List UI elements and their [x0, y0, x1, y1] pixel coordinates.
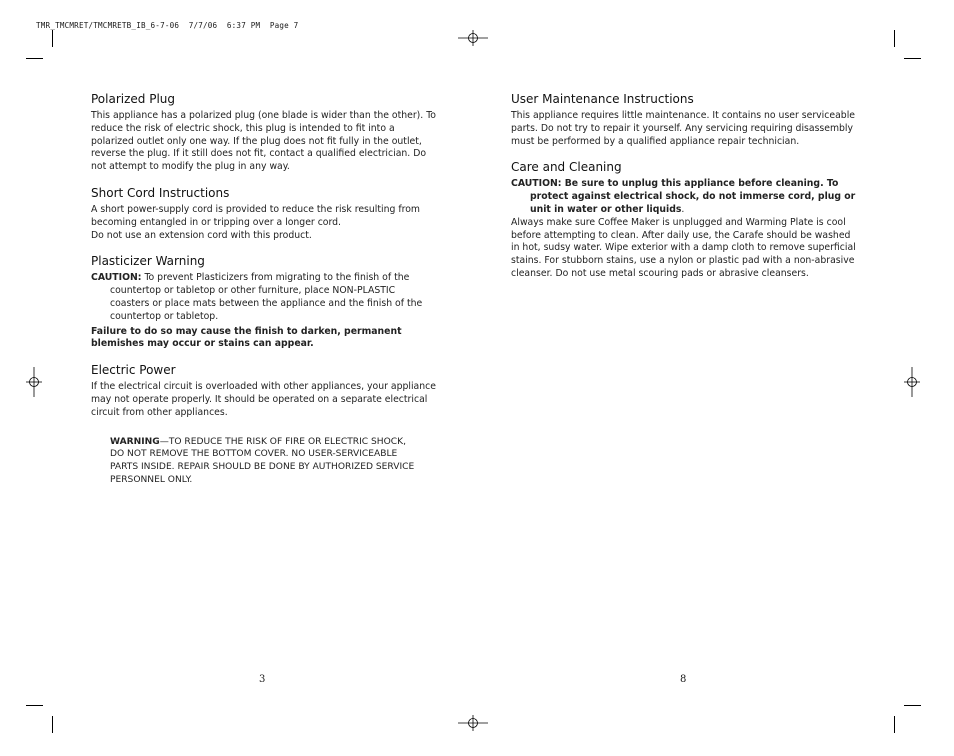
- section-body: A short power-supply cord is provided to reduce the risk resulting from becoming entangled in or tripping over a longer cord.: [91, 203, 420, 228]
- caution-text: To prevent Plasticizers from migrating to the finish of the countertop or tabletop or other furniture, place NON-PLASTIC coasters or place mats between the appliance and the finish of the countertop or tabletop.: [110, 272, 423, 322]
- crop-mark-bottom-right-h: [904, 705, 921, 706]
- registration-mark-bottom-icon: [458, 715, 488, 731]
- crop-mark-top-right-v: [894, 30, 895, 47]
- registration-mark-right-icon: [904, 367, 920, 397]
- crop-mark-top-left-h: [26, 58, 43, 59]
- section-body: If the electrical circuit is overloaded with other appliances, your appliance may not operate properly. It should be operated on a separate electrical circuit from other appliances.: [91, 381, 436, 418]
- section-body: This appliance requires little maintenance. It contains no user serviceable parts. Do not try to repair it yourself. Any servicing requiring disassembly must be performed by a qualified appliance repair technician.: [511, 110, 855, 147]
- section-electric-power: [91, 363, 436, 419]
- section-user-maintenance: [511, 92, 856, 148]
- section-title: Care and Cleaning: [511, 160, 622, 175]
- registration-mark-top-icon: [458, 30, 488, 46]
- section-title: Polarized Plug: [91, 92, 176, 106]
- caution-paragraph: [511, 178, 856, 216]
- registration-mark-left-icon: [26, 367, 42, 397]
- caution-bold-text: CAUTION: Be sure to unplug this appliance before cleaning. To protect against electrical shock, do not immerse cord, plug or unit in water or other liquids: [511, 178, 856, 215]
- section-body-extra: Do not use an extension cord with this product.: [91, 229, 312, 241]
- caution-paragraph: [91, 272, 436, 323]
- section-short-cord: [91, 186, 436, 242]
- warning-notice: [110, 436, 420, 487]
- bold-note: Failure to do so may cause the finish to darken, permanent blemishes may occur or stains can appear.: [91, 325, 402, 350]
- crop-mark-bottom-right-v: [894, 716, 895, 733]
- section-polarized-plug: [91, 92, 436, 174]
- section-care-cleaning: [511, 160, 856, 280]
- crop-mark-bottom-left-v: [52, 716, 53, 733]
- section-title: Plasticizer Warning: [91, 254, 205, 269]
- section-plasticizer: [91, 254, 436, 351]
- left-page-column: [91, 92, 436, 487]
- section-body: Always make sure Coffee Maker is unplugged and Warming Plate is cool before attempting to clean. After daily use, the Carafe should be washed in hot, sudsy water. Wipe exterior with a damp cloth to remove superficial stains. For stubborn stains, use a nylon or plastic pad with a non-abrasive cleanser. Do not use metal scouring pads or abrasive cleansers.: [511, 216, 856, 279]
- crop-mark-top-right-h: [904, 58, 921, 59]
- right-page-column: [511, 92, 856, 293]
- section-title: Short Cord Instructions: [91, 185, 230, 200]
- crop-mark-bottom-left-h: [26, 705, 43, 706]
- section-body: This appliance has a polarized plug (one blade is wider than the other). To reduce the risk of electric shock, this plug is intended to fit into a polarized outlet only one way. If the plug does not fit fully in the outlet, reverse the plug. If it still does not fit, contact a qualified electrician. Do not attempt to modify the plug in any way.: [91, 110, 436, 173]
- caution-end: .: [681, 203, 685, 215]
- warning-text: —TO REDUCE THE RISK OF FIRE OR ELECTRIC SHOCK, DO NOT REMOVE THE BOTTOM COVER. NO USER-SERVICEABLE PARTS INSIDE. REPAIR SHOULD BE DONE BY AUTHORIZED SERVICE PERSONNEL ONLY.: [110, 436, 415, 485]
- section-title: User Maintenance Instructions: [511, 92, 694, 106]
- page-number-right: 8: [680, 674, 687, 685]
- warning-label: WARNING: [110, 436, 160, 447]
- section-title: Electric Power: [91, 363, 176, 378]
- crop-mark-top-left-v: [52, 30, 53, 47]
- page-number-left: 3: [259, 674, 266, 685]
- print-slug: TMR_TMCMRET/TMCMRETB_IB_6-7-06 7/7/06 6:37 PM Page 7: [36, 21, 299, 30]
- caution-label: CAUTION:: [91, 272, 142, 284]
